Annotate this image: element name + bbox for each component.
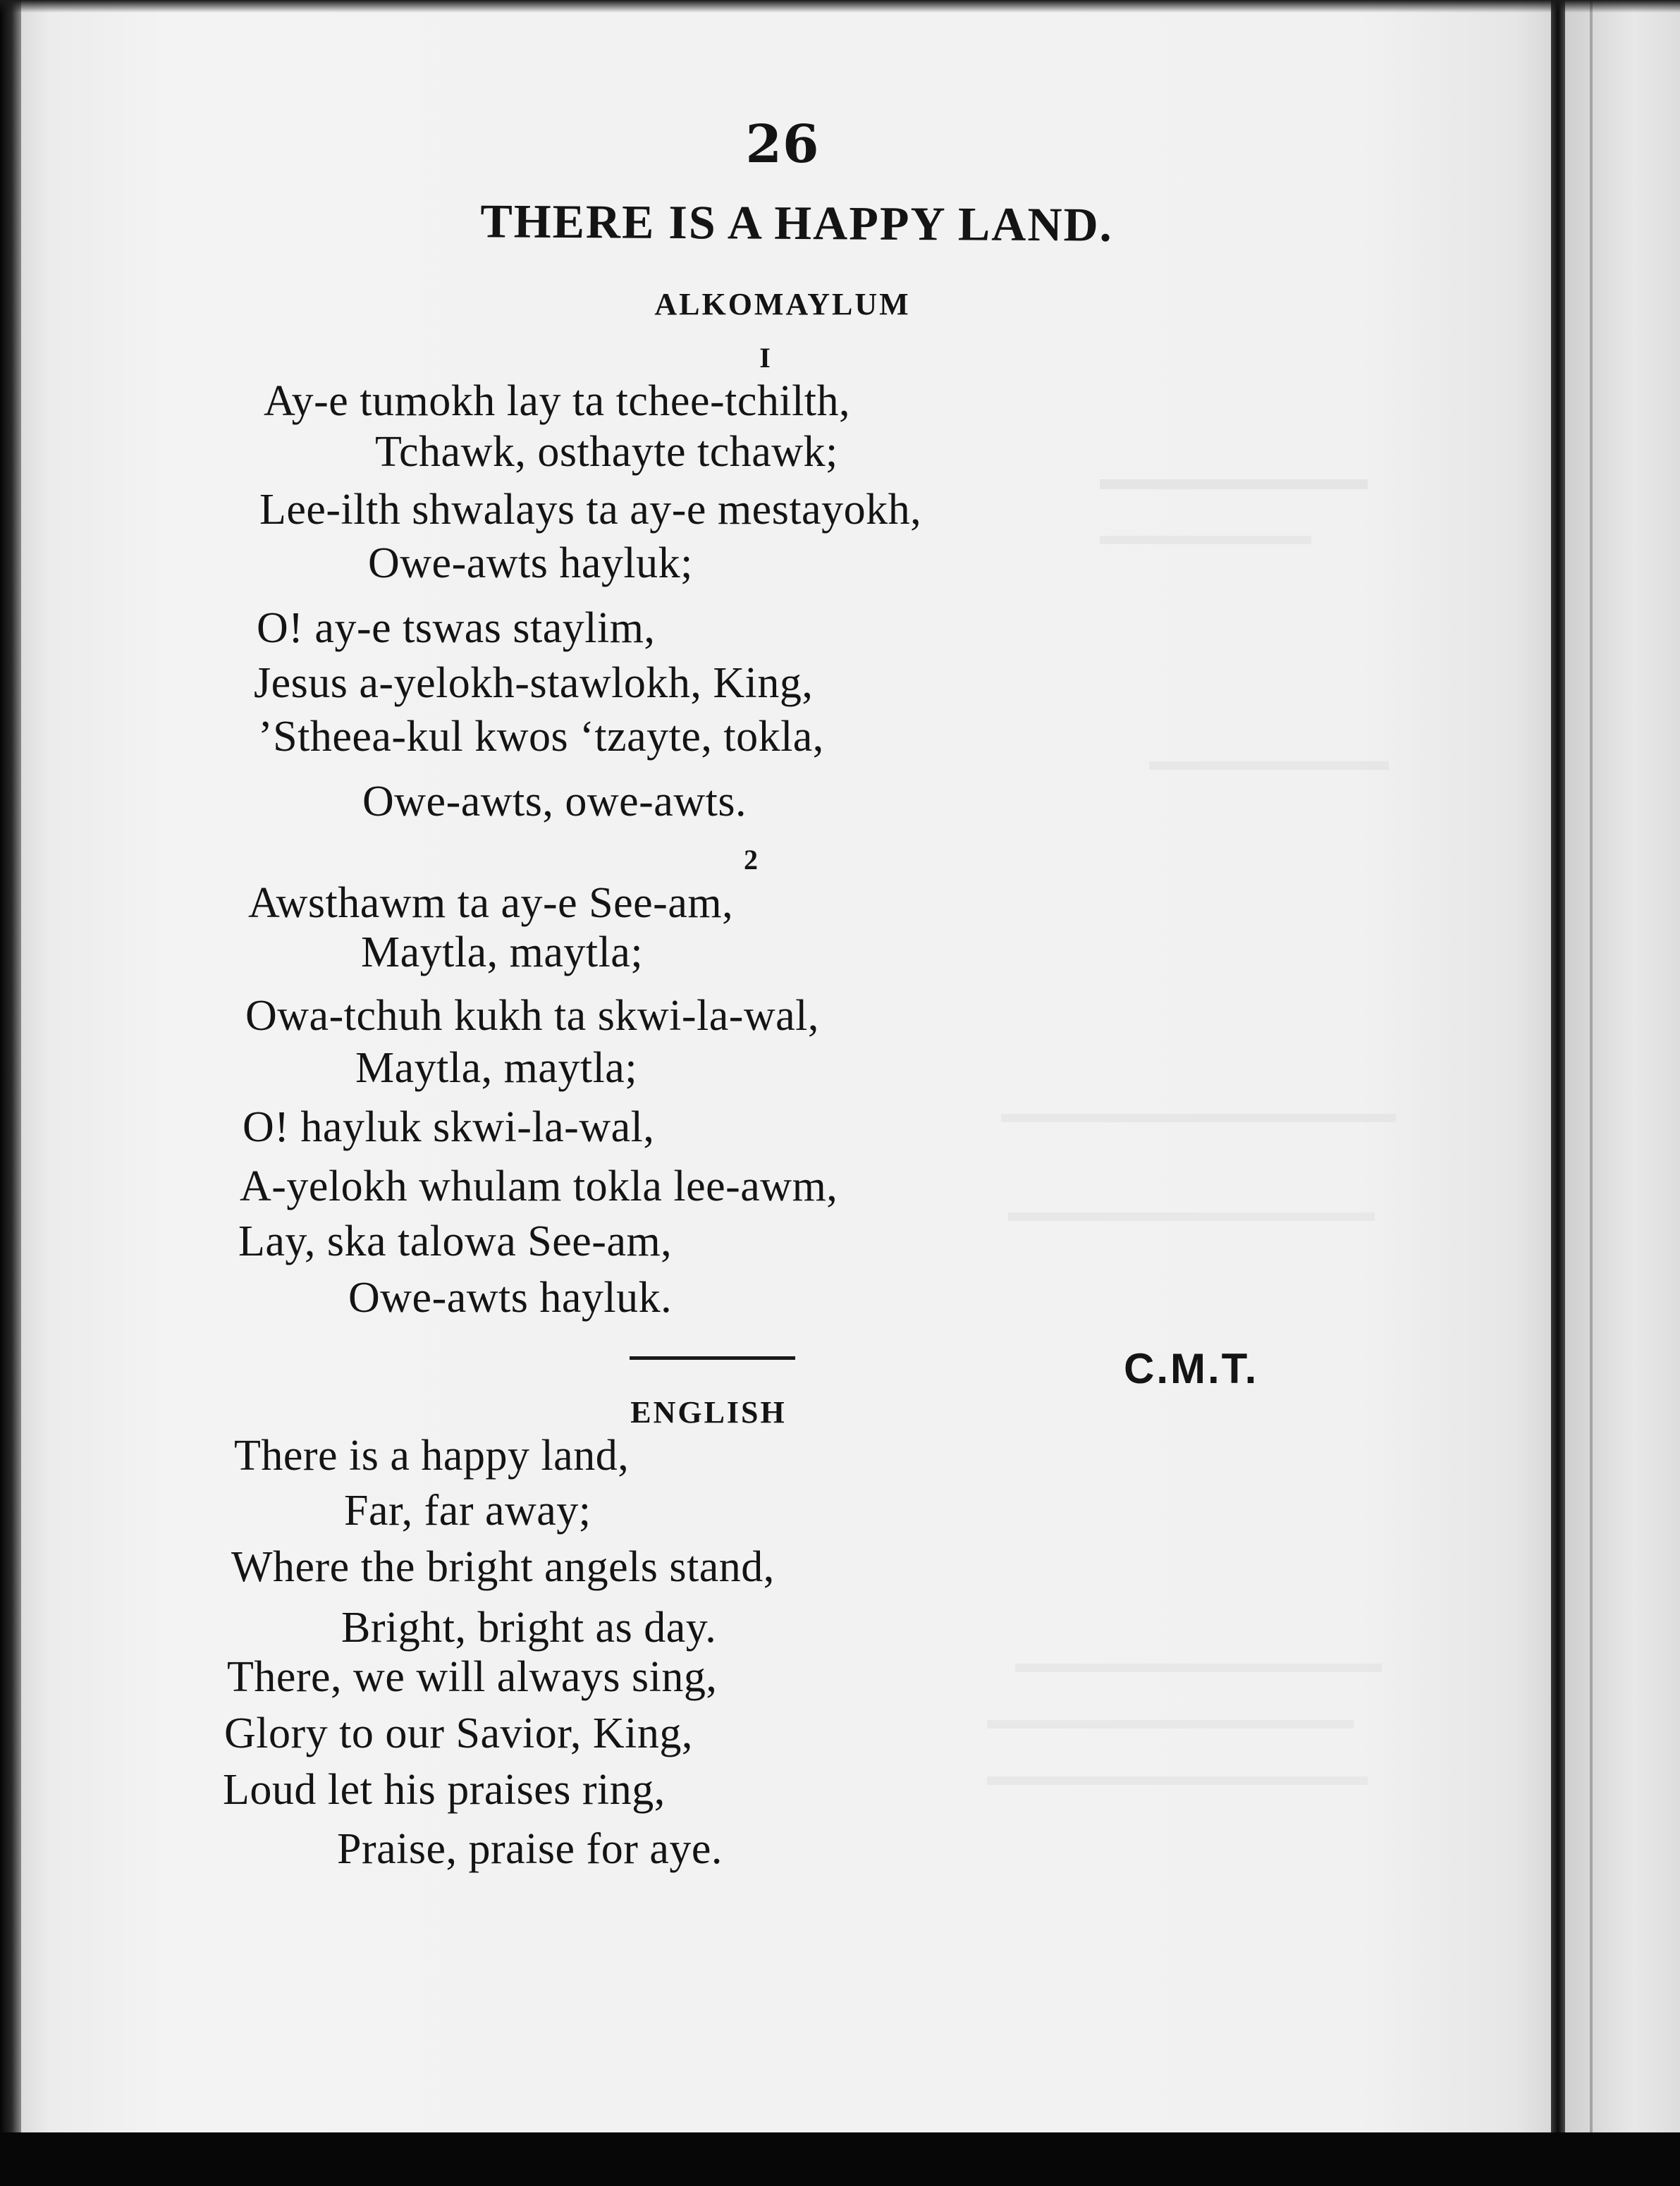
verse-line: Owe-awts hayluk; bbox=[368, 539, 693, 587]
verse-line: O! hayluk skwi-la-wal, bbox=[243, 1103, 655, 1151]
verse-line: There is a happy land, bbox=[234, 1432, 630, 1480]
stanza-number: I bbox=[759, 342, 771, 374]
verse-line: There, we will always sing, bbox=[227, 1653, 718, 1701]
book-binding bbox=[1551, 0, 1565, 2186]
verse-line: Owe-awts hayluk. bbox=[348, 1274, 673, 1322]
verse-line: Awsthawm ta ay-e See-am, bbox=[248, 879, 734, 927]
english-heading: ENGLISH bbox=[630, 1395, 787, 1430]
verse-line: A-yelokh whulam tokla lee-awm, bbox=[240, 1162, 838, 1210]
left-page-edge bbox=[0, 0, 21, 2186]
song-title: THERE IS A HAPPY LAND. bbox=[480, 194, 1113, 252]
verse-line: Owe-awts, owe-awts. bbox=[362, 778, 747, 825]
verse-line: O! ay-e tswas staylim, bbox=[257, 604, 656, 652]
verse-line: Ay-e tumokh lay ta tchee-tchilth, bbox=[264, 377, 851, 425]
adjacent-page-edge bbox=[1565, 0, 1680, 2132]
verse-line: Lay, ska talowa See-am, bbox=[238, 1217, 673, 1265]
page-number: 26 bbox=[745, 114, 820, 175]
verse-line: Maytla, maytla; bbox=[361, 928, 644, 976]
verse-line: Lee-ilth shwalays ta ay-e mestayokh, bbox=[259, 486, 922, 534]
section-divider-rule bbox=[630, 1356, 795, 1360]
verse-line: Loud let his praises ring, bbox=[223, 1766, 666, 1814]
verse-line: Tchawk, osthayte tchawk; bbox=[375, 428, 838, 476]
stanza-number: 2 bbox=[744, 844, 758, 876]
verse-line: Owa-tchuh kukh ta skwi-la-wal, bbox=[245, 992, 819, 1040]
verse-line: Glory to our Savior, King, bbox=[224, 1709, 693, 1757]
verse-line: Far, far away; bbox=[344, 1487, 591, 1535]
verse-line: Where the bright angels stand, bbox=[231, 1543, 775, 1591]
author-initials: C.M.T. bbox=[1124, 1345, 1259, 1392]
verse-line: Praise, praise for aye. bbox=[337, 1825, 723, 1873]
verse-line: ’Stheea-kul kwos ‘tzayte, tokla, bbox=[258, 713, 824, 761]
scan-bottom-border bbox=[0, 2132, 1680, 2186]
scan-top-shadow bbox=[0, 0, 1680, 13]
page-fold-line bbox=[1590, 0, 1593, 2132]
verse-line: Maytla, maytla; bbox=[355, 1044, 638, 1092]
verse-line: Jesus a-yelokh-stawlokh, King, bbox=[254, 659, 814, 707]
verse-line: Bright, bright as day. bbox=[341, 1604, 717, 1652]
translated-title: ALKOMAYLUM bbox=[654, 287, 911, 321]
